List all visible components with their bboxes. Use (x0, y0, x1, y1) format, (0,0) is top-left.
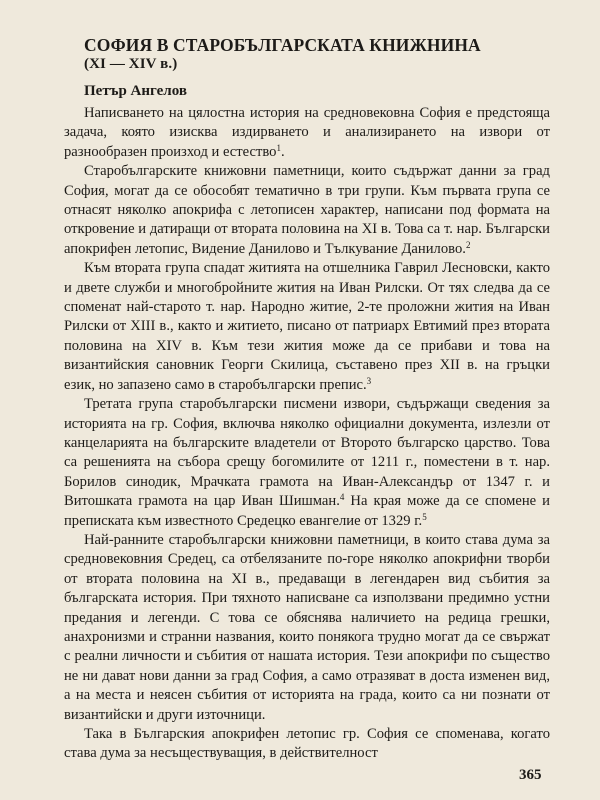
footnote-ref-5: 5 (422, 511, 427, 522)
paragraph-2: Старобългарските книжовни паметници, които съдържат данни за град София, могат да се обособят тематично в три групи. Към първата група се отнасят няколко апокрифа с летописен характер, написани под формата на откровение и датиращи от втората половина на XI в. Това са т. нар. Български апокрифен летопис, Видение Данилово и Тълкувание Даниловo.$^2$ (64, 163, 550, 257)
paragraph-6: Така в Българския апокрифен летопис гр. София се споменава, когато става дума за несъществуващия, в действителност (64, 726, 550, 762)
page-number: 365 (519, 767, 542, 783)
author-name: Петър Ангелов (84, 83, 187, 99)
footnote-ref-2: 2 (465, 239, 471, 250)
paragraph-4: Третата група старобългарски писмени извори, съдържащи сведения за историята на гр. София, включва няколко официални документа, излезли от канцеларията на българските владетели от Второто българско царство. Това са решенията на събора срещу богомилите от 1211 г., поместени в т. нар. Борилов синодик, Мрачката грамота на Иван-Александър от 1347 г. и Витошката грамота на цар Иван Шишман.$^4$ На края може да се спомене и преписката към известното Средецко евангелие от 1329 г.$^5$ (64, 396, 550, 529)
footnote-ref-3: 3 (366, 375, 372, 386)
footnote-ref-1: 1 (276, 142, 281, 153)
paragraph-5: Най-ранните старобългарски книжовни паметници, в които става дума за средновековния Средец, са отбелязаните по-горе няколко апокрифни творби от втората половина на XI в., предаващи в легендарен вид събития за българската история. При тяхното написване са използвани предимно устни предания и легенди. С това се обяснява наличието на редица грешки, анахронизми и странни названия, които понякога трудно могат да се свържат с реални личности и събития от нашата история. Тези апокрифи по същество не ни дават нови данни за град София, а само отразяват в доста изменен вид, а на места и неясен събития от историята на града, които са ни познати от византийски и други източници. (64, 531, 550, 723)
article-title (84, 36, 544, 74)
paragraph-3: Към втората група спадат житията на отшелника Гаврил Лесновски, както и двете служби и многобройните жития на Иван Рилски. От тях следва да се споменат най-старото т. нар. Народно житие, 2-те проложни жития на Иван Рилски от XIII в., както и житието, писано от патриарх Евтимий през втората половина на XIV в. Към тези жития може да се прибави и това на византийския сановник Георги Скилица, съставено през XII в. на гръцки език, но запазено само в старобългарски препис.$^3$ (64, 260, 550, 393)
title-line-1: СОФИЯ В СТАРОБЪЛГАРСКАТА КНИЖНИНА (84, 35, 481, 55)
title-line-2: (XI — XIV в.) (84, 56, 178, 72)
footnote-ref-4: 4 (339, 492, 345, 503)
paragraph-1: Написването на цялостна история на средновековна София е предстояща задача, която изисква издирването и анализирането на извори от разнообразен произход и естество$^1$. (64, 105, 550, 160)
article-body (64, 104, 550, 764)
